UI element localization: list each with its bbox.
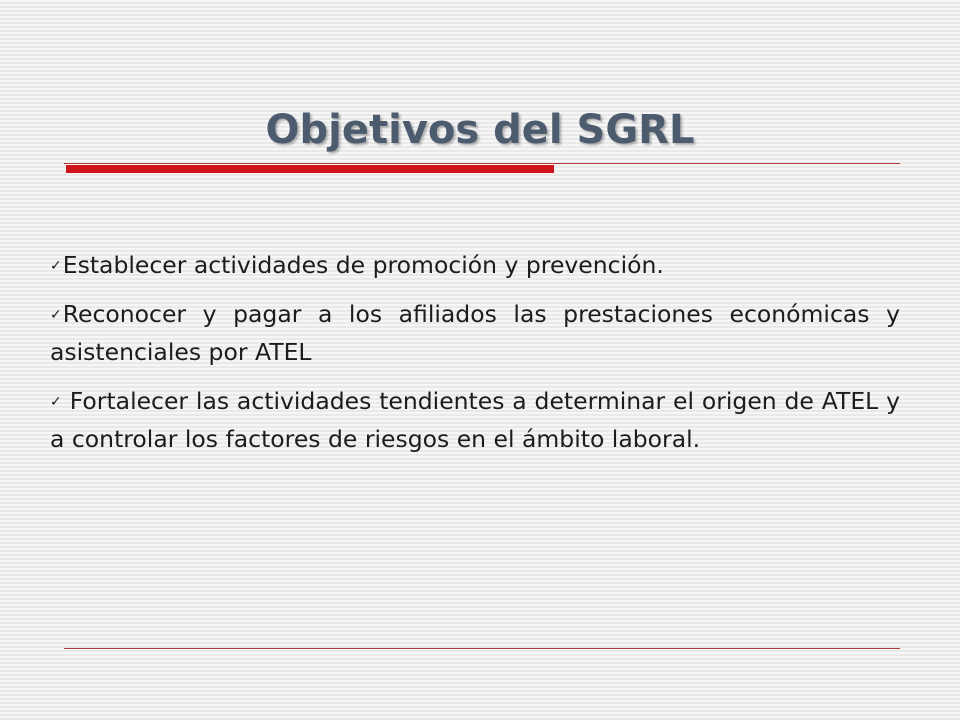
objective-item-3 — [50, 382, 900, 458]
objective-text: Fortalecer las actividades tendientes a determinar el origen de ATEL y a controlar los factores de riesgos en el ámbito laboral. — [50, 387, 900, 453]
check-icon: ✓ — [50, 258, 62, 274]
objective-text: Reconocer y pagar a los afiliados las prestaciones económicas y asistenciales por ATEL — [50, 300, 900, 366]
footer-divider — [64, 648, 900, 649]
objective-text: Establecer actividades de promoción y prevención. — [62, 251, 664, 279]
slide-title: Objetivos del SGRL — [265, 107, 695, 153]
objective-item-1 — [50, 246, 900, 284]
check-icon: ✓ — [50, 307, 62, 323]
objective-item-2 — [50, 295, 900, 371]
title-divider-accent — [66, 165, 554, 173]
objectives-list — [50, 246, 900, 469]
title-divider-thin — [64, 163, 900, 164]
check-icon: ✓ — [50, 394, 62, 410]
